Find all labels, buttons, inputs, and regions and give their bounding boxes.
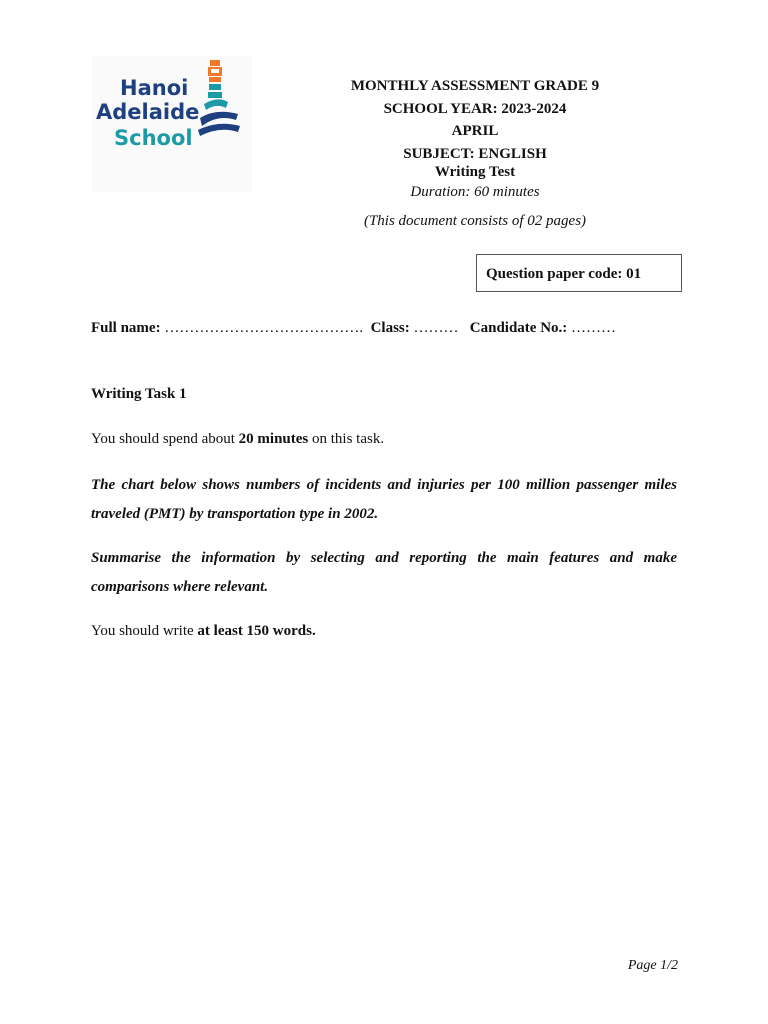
header-title: MONTHLY ASSESSMENT GRADE 9 [350,78,600,94]
header-month: APRIL [451,123,499,139]
time-instruction-prefix: You should spend about [91,431,239,447]
word-count-bold: at least 150 words. [197,623,316,639]
header-test-type: Writing Test [434,164,516,180]
header-subject: SUBJECT: ENGLISH [403,146,547,162]
time-instruction [91,425,677,454]
word-count-prefix: You should write [91,623,198,639]
lighthouse-icon [198,58,242,138]
candidate-no-label: Candidate No.: [469,320,568,336]
task-title: Writing Task 1 [91,386,187,402]
school-logo [92,56,252,192]
logo-text-school: School [114,126,193,150]
task-prompt: The chart below shows numbers of incidents and injuries per 100 million passenger miles traveled (PMT) by transportation type in 2002. [91,477,677,522]
header-pages-note: (This document consists of 02 pages) [363,213,587,229]
word-count-instruction [91,617,677,646]
time-instruction-bold: 20 minutes [238,431,309,447]
time-instruction-suffix: on this task. [308,431,385,447]
class-field[interactable]: ……… [413,320,459,336]
class-label: Class: [370,320,410,336]
candidate-info-line [91,320,616,337]
logo-text-adelaide: Adelaide [96,100,200,124]
header-school-year: SCHOOL YEAR: 2023-2024 [383,101,567,117]
full-name-label: Full name: [91,320,161,336]
task-instruction: Summarise the information by selecting and reporting the main features and make comparisons where relevant. [91,550,677,595]
candidate-no-field[interactable]: ……… [571,320,617,336]
full-name-field[interactable]: …………………………………. [164,320,364,336]
question-paper-code-box: Question paper code: 01 [476,254,682,292]
header-duration: Duration: 60 minutes [410,184,540,200]
logo-text-hanoi: Hanoi [120,76,189,100]
page-number: Page 1/2 [627,958,678,973]
